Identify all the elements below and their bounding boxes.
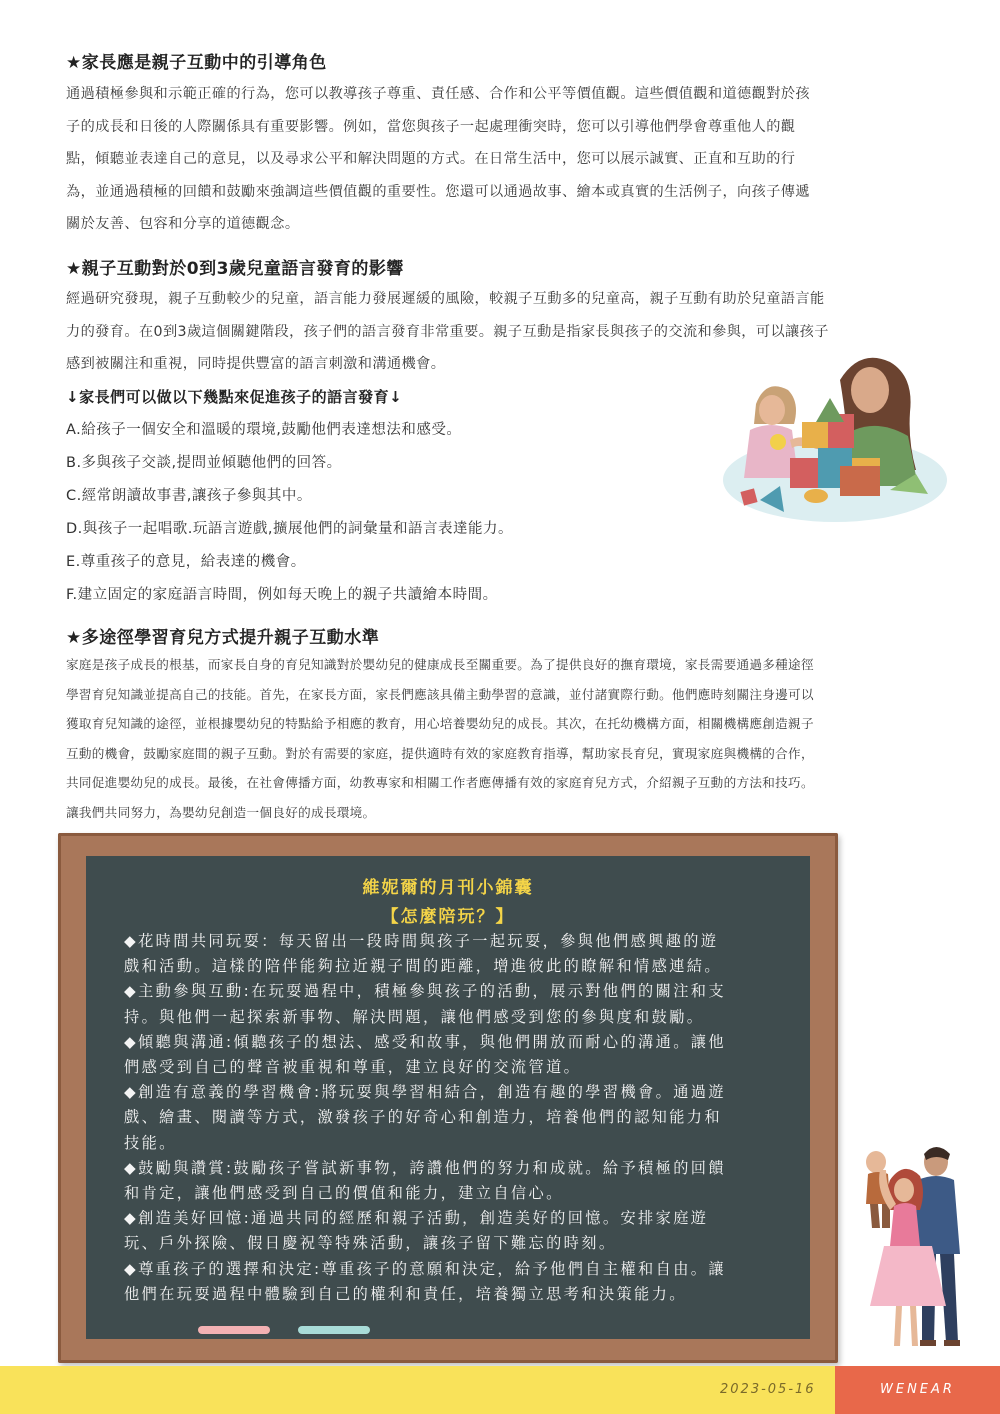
footer-date: 2023-05-16 (720, 1382, 816, 1397)
paragraph-line: 互動的機會，鼓勵家庭間的親子互動。對於有需要的家庭，提供適時有效的家庭教育指導，幫助家長育兒，實現家庭與機構的合作， (66, 745, 814, 761)
chalkboard-line: ◆傾聽與溝通:傾聽孩子的想法、感受和故事，與他們開放而耐心的溝通。讓他 (124, 1032, 726, 1051)
chalkboard-line: 們感受到自己的聲音被重視和尊重，建立良好的交流管道。 (124, 1058, 582, 1077)
paragraph-line: 感到被關注和重視，同時提供豐富的語言刺激和溝通機會。 (66, 356, 446, 373)
section-title-guidance: ★家長應是親子互動中的引導角色 (66, 53, 327, 73)
chalkboard-line: ◆尊重孩子的選擇和決定:尊重孩子的意願和決定，給予他們自主權和自由。讓 (124, 1259, 726, 1278)
chalkboard-title: 維妮爾的月刊小錦囊 (362, 878, 534, 898)
paragraph-line: 子的成長和日後的人際關係具有重要影響。例如，當您與孩子一起處理衝突時，您可以引導他們學會尊重他人的觀 (66, 118, 796, 135)
chalkboard-line: 他們在玩耍過程中體驗到自己的權利和責任，培養獨立思考和決策能力。 (124, 1284, 687, 1303)
chalkboard-line: 玩、戶外探險、假日慶祝等特殊活動，讓孩子留下難忘的時刻。 (124, 1234, 617, 1253)
chalkboard-line: 持。與他們一起探索新事物、解決問題，讓他們感受到您的參與度和鼓勵。 (124, 1007, 705, 1026)
list-item: B.多與孩子交談,提問並傾聽他們的回答。 (66, 455, 342, 471)
section-paragraph-learning (66, 650, 971, 828)
tips-subtitle: ↓家長們可以做以下幾點來促進孩子的語言發育↓ (66, 388, 403, 406)
list-item: F.建立固定的家庭語言時間，例如每天晚上的親子共讀繪本時間。 (66, 587, 498, 603)
section-paragraph-guidance (66, 78, 966, 241)
list-item: E.尊重孩子的意見，給表達的機會。 (66, 554, 306, 570)
pink-chalk (198, 1326, 270, 1334)
paragraph-line: 為，並通過積極的回饋和鼓勵來強調這些價值觀的重要性。您還可以通過故事、繪本或真實的生活例子，向孩子傳遞 (66, 183, 810, 200)
tips-list (66, 414, 706, 612)
paragraph-line: 關於友善、包容和分享的道德觀念。 (66, 216, 300, 233)
chalkboard-tips (124, 929, 774, 1307)
parent-child-blocks-illustration (720, 340, 950, 530)
paragraph-line: 力的發育。在0到3歲這個關鍵階段，孩子們的語言發育非常重要。親子互動是指家長與孩子的交流和參與，可以讓孩子 (66, 323, 829, 340)
section-title-language: ★親子互動對於0到3歲兒童語言發育的影響 (66, 259, 404, 279)
paragraph-line: 共同促進嬰幼兒的成長。最後，在社會傳播方面，幼教專家和相關工作者應傳播有效的家庭育兒方式，介紹親子互動的方法和技巧。 (66, 775, 814, 791)
chalkboard-line: ◆鼓勵與讚賞:鼓勵孩子嘗試新事物，誇讚他們的努力和成就。給予積極的回饋 (124, 1158, 726, 1177)
teal-chalk (298, 1326, 370, 1334)
paragraph-line: 獲取育兒知識的途徑，並根據嬰幼兒的特點給予相應的教育，用心培養嬰幼兒的成長。其次，在托幼機構方面，相關機構應創造親子 (66, 716, 814, 732)
chalkboard-line: ◆創造美好回憶:通過共同的經歷和親子活動，創造美好的回憶。安排家庭遊 (124, 1209, 709, 1228)
chalkboard-line: 戲、繪畫、閱讀等方式，激發孩子的好奇心和創造力，培養他們的認知能力和 (124, 1108, 722, 1127)
paragraph-line: 點，傾聽並表達自己的意見，以及尋求公平和解決問題的方式。在日常生活中，您可以展示誠實、正直和互助的行 (66, 151, 796, 168)
paragraph-line: 通過積極參與和示範正確的行為，您可以教導孩子尊重、責任感、合作和公平等價值觀。這些價值觀和道德觀對於孩 (66, 86, 810, 102)
list-item: D.與孩子一起唱歌.玩語言遊戲,擴展他們的詞彙量和語言表達能力。 (66, 521, 513, 537)
chalkboard-subtitle: 【怎麼陪玩？】 (381, 907, 515, 927)
footer-bar (0, 1366, 835, 1414)
list-item: A.給孩子一個安全和溫暖的環境,鼓勵他們表達想法和感受。 (66, 422, 462, 438)
chalkboard-line: ◆花時間共同玩耍：每天留出一段時間與孩子一起玩耍，參與他們感興趣的遊 (124, 932, 719, 950)
chalkboard-line: ◆創造有意義的學習機會:將玩耍與學習相結合，創造有趣的學習機會。通過遊 (124, 1083, 726, 1102)
chalkboard-line: ◆主動參與互動:在玩耍過程中，積極參與孩子的活動，展示對他們的關注和支 (124, 982, 726, 1001)
section-title-learning: ★多途徑學習育兒方式提升親子互動水準 (66, 628, 380, 648)
chalkboard-line: 戲和活動。這樣的陪伴能夠拉近親子間的距離，增進彼此的瞭解和情感連結。 (124, 957, 722, 976)
paragraph-line: 家庭是孩子成長的根基，而家長自身的育兒知識對於嬰幼兒的健康成長至關重要。為了提供良好的撫育環境，家長需要通過多種途徑 (66, 657, 814, 672)
chalkboard-line: 技能。 (124, 1133, 177, 1152)
paragraph-line: 讓我們共同努力，為嬰幼兒創造一個良好的成長環境。 (66, 804, 376, 820)
list-item: C.經常朗讀故事書,讓孩子參與其中。 (66, 488, 312, 504)
family-illustration (840, 1140, 990, 1365)
chalkboard-line: 和肯定，讓他們感受到自己的價值和能力，建立自信心。 (124, 1184, 564, 1203)
footer-brand: WENEAR (880, 1382, 955, 1397)
paragraph-line: 經過研究發現，親子互動較少的兒童，語言能力發展遲緩的風險，較親子互動多的兒童高，親子互動有助於兒童語言能 (66, 291, 825, 307)
paragraph-line: 學習育兒知識並提高自己的技能。首先，在家長方面，家長們應該具備主動學習的意識，並付諸實際行動。他們應時刻關注身邊可以 (66, 686, 814, 702)
